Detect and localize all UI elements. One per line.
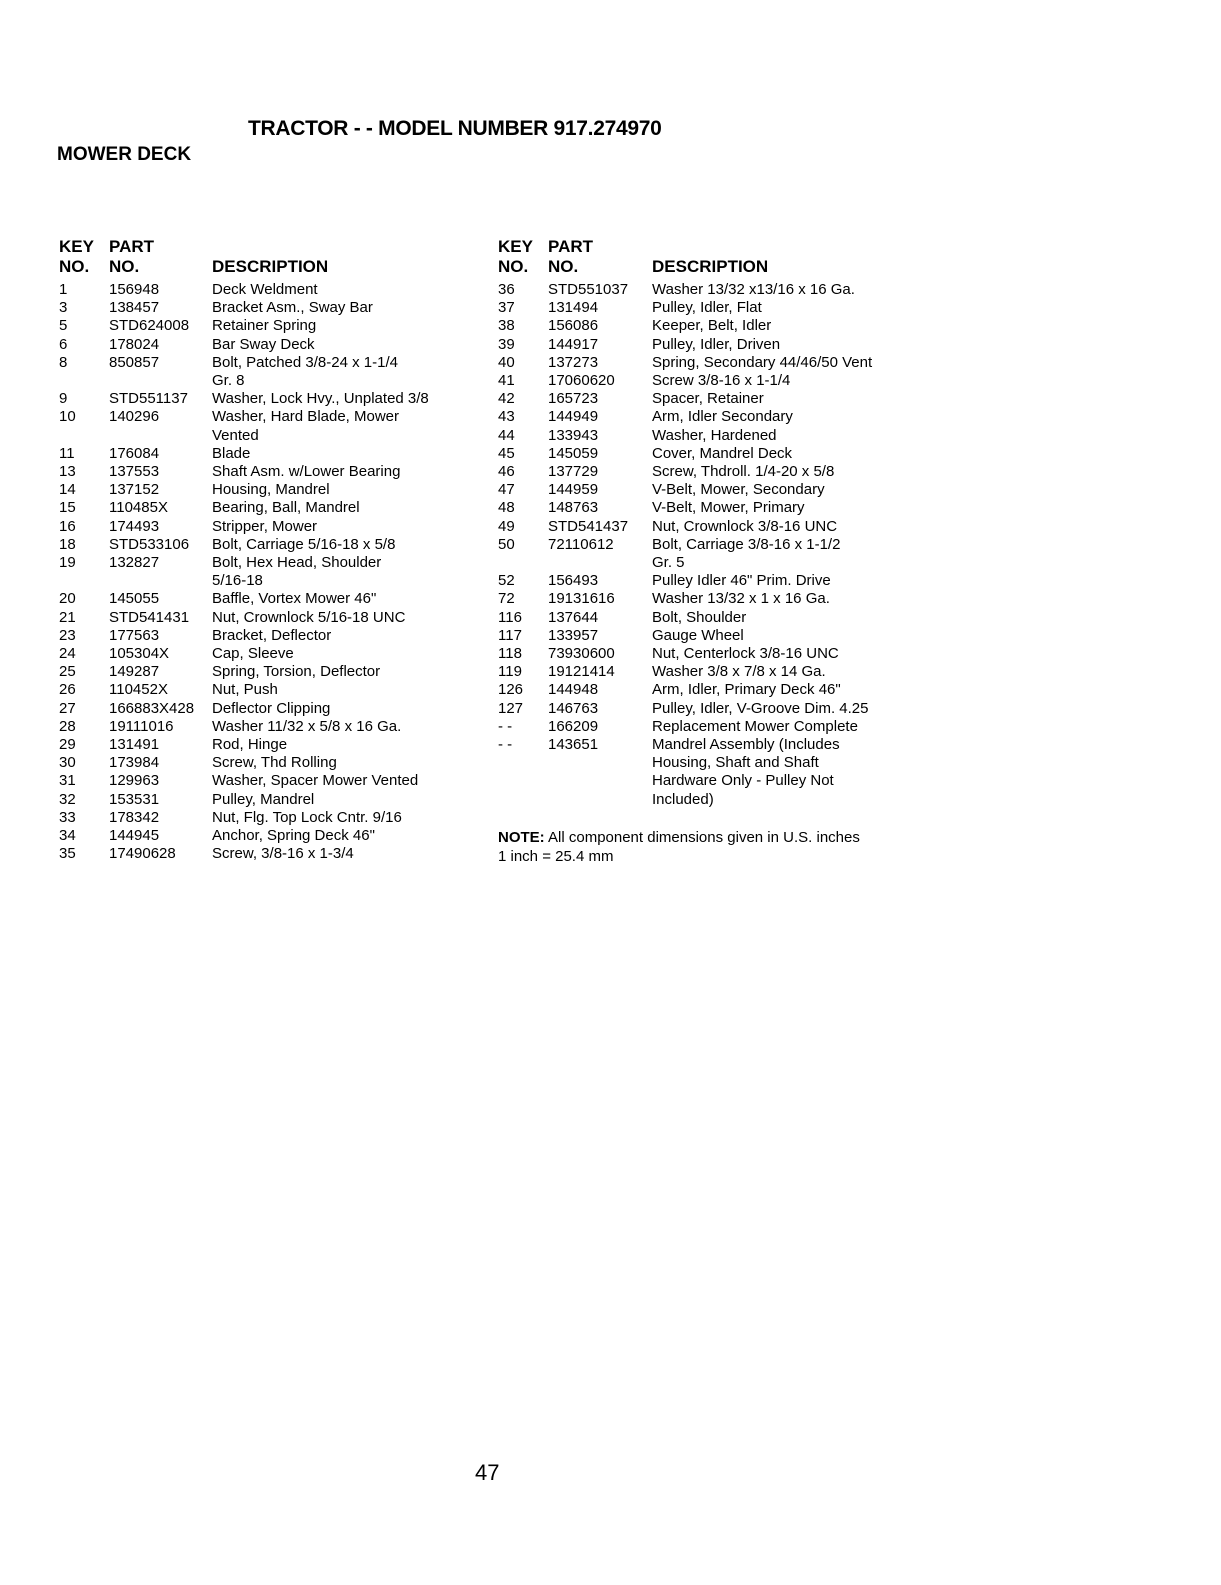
description: Screw, Thdroll. 1/4-20 x 5/8	[652, 463, 835, 481]
part-no: STD551137	[109, 390, 188, 408]
part-no: 153531	[109, 790, 160, 808]
description: Washer, Hard Blade, Mower	[212, 408, 400, 426]
table-row	[498, 481, 872, 499]
part-no: 146763	[548, 699, 599, 717]
table-row	[498, 354, 872, 372]
key-no: 119	[498, 663, 522, 681]
part-no: 173984	[109, 754, 160, 772]
part-no: 140296	[109, 408, 160, 426]
table-row	[498, 408, 872, 426]
key-no	[498, 554, 548, 572]
description-header: DESCRIPTION	[212, 257, 329, 276]
description: Arm, Idler Secondary	[652, 408, 793, 426]
description: Included)	[652, 790, 714, 808]
part-no: 137553	[109, 463, 160, 481]
table-row	[59, 681, 429, 699]
description: Pulley, Mandrel	[212, 790, 315, 808]
description: Nut, Flg. Top Lock Cntr. 9/16	[212, 808, 402, 826]
key-no: 31	[59, 772, 76, 790]
table-row	[498, 518, 872, 536]
key-no: 38	[498, 317, 515, 335]
key-no: 10	[59, 408, 76, 426]
key-no: 49	[498, 517, 515, 535]
table-row	[59, 463, 429, 481]
part-no: 156086	[548, 317, 599, 335]
part-no: 131494	[548, 299, 599, 317]
part-no	[109, 572, 212, 590]
key-no: 3	[59, 299, 68, 317]
description: Screw 3/8-16 x 1-1/4	[652, 372, 791, 390]
description: Bracket Asm., Sway Bar	[212, 299, 373, 317]
table-row	[59, 536, 429, 554]
description: Hardware Only - Pulley Not	[652, 772, 834, 790]
table-row	[59, 390, 429, 408]
key-no: 43	[498, 408, 515, 426]
key-no	[498, 772, 548, 790]
table-row	[498, 536, 872, 554]
key-no: 35	[59, 845, 76, 863]
table-row	[498, 791, 872, 809]
part-no: 144945	[109, 827, 160, 845]
description: Bearing, Ball, Mandrel	[212, 499, 360, 517]
key-no: 29	[59, 736, 76, 754]
table-row	[59, 317, 429, 335]
part-no: 145055	[109, 590, 160, 608]
part-no: 178342	[109, 808, 160, 826]
key-no: - -	[498, 717, 513, 735]
table-row	[498, 281, 872, 299]
description: V-Belt, Mower, Primary	[652, 499, 805, 517]
table-row	[498, 372, 872, 390]
key-no: 33	[59, 808, 76, 826]
part-no	[109, 427, 212, 445]
part-header-bottom: NO.	[109, 257, 140, 276]
table-row	[59, 609, 429, 627]
table-row	[498, 317, 872, 335]
description: Nut, Push	[212, 681, 278, 699]
table-row	[59, 827, 429, 845]
part-no: 144917	[548, 335, 599, 353]
description: Bolt, Carriage 5/16-18 x 5/8	[212, 535, 396, 553]
table-row	[498, 645, 872, 663]
table-row	[59, 645, 429, 663]
table-row	[59, 336, 429, 354]
table-row	[498, 572, 872, 590]
part-no	[548, 554, 652, 572]
table-row	[59, 718, 429, 736]
description: Screw, Thd Rolling	[212, 754, 337, 772]
key-no: 34	[59, 827, 76, 845]
dimension-note	[498, 828, 860, 866]
table-row	[59, 499, 429, 517]
part-no: 137644	[548, 608, 599, 626]
key-header-bottom: NO.	[498, 257, 529, 276]
description: Bolt, Patched 3/8-24 x 1-1/4	[212, 353, 398, 371]
table-row	[59, 627, 429, 645]
description: Spacer, Retainer	[652, 390, 764, 408]
table-row	[59, 845, 429, 863]
key-no: 26	[59, 681, 76, 699]
part-no: 17060620	[548, 372, 615, 390]
description-header: DESCRIPTION	[652, 257, 769, 276]
part-no: 137729	[548, 463, 599, 481]
key-no: 127	[498, 699, 524, 717]
key-no: 36	[498, 281, 515, 298]
table-row	[59, 408, 429, 426]
key-no: - -	[498, 736, 513, 754]
part-no: STD541431	[109, 608, 190, 626]
table-row	[498, 627, 872, 645]
description: Anchor, Spring Deck 46"	[212, 827, 375, 845]
part-no: 131491	[109, 736, 160, 754]
part-no	[109, 372, 212, 390]
description: Blade	[212, 444, 251, 462]
key-no: 9	[59, 390, 68, 408]
part-no: 166209	[548, 717, 599, 735]
description: Bolt, Carriage 3/8-16 x 1-1/2	[652, 535, 841, 553]
key-no: 32	[59, 790, 76, 808]
part-no: 110485X	[109, 499, 168, 517]
key-no: 39	[498, 335, 515, 353]
key-no: 37	[498, 299, 515, 317]
table-row	[498, 499, 872, 517]
description: Cap, Sleeve	[212, 645, 294, 663]
description: Gr. 5	[652, 554, 685, 572]
key-no: 11	[59, 444, 75, 462]
key-no: 50	[498, 535, 515, 553]
key-no: 118	[498, 645, 522, 663]
key-no: 15	[59, 499, 76, 517]
description: Stripper, Mower	[212, 517, 318, 535]
description: Washer 3/8 x 7/8 x 14 Ga.	[652, 663, 826, 681]
description: Vented	[212, 426, 259, 444]
description: Washer, Spacer Mower Vented	[212, 772, 419, 790]
description: Nut, Crownlock 3/8-16 UNC	[652, 517, 838, 535]
table-row	[59, 700, 429, 718]
key-no: 21	[59, 608, 76, 626]
part-no: 145059	[548, 444, 599, 462]
part-no	[548, 754, 652, 772]
description: Nut, Crownlock 5/16-18 UNC	[212, 608, 406, 626]
parts-column-right	[498, 237, 872, 809]
table-row	[59, 809, 429, 827]
description: Gauge Wheel	[652, 626, 744, 644]
key-no: 27	[59, 699, 76, 717]
section-title: MOWER DECK	[57, 144, 192, 165]
table-row	[498, 463, 872, 481]
part-no: 129963	[109, 772, 160, 790]
part-no: STD533106	[109, 535, 190, 553]
part-no: 177563	[109, 626, 160, 644]
key-no: 117	[498, 626, 522, 644]
description: Spring, Torsion, Deflector	[212, 663, 381, 681]
part-header-top: PART	[548, 237, 594, 256]
description: Pulley, Idler, V-Groove Dim. 4.25	[652, 699, 869, 717]
description: Bolt, Shoulder	[652, 608, 747, 626]
key-no: 6	[59, 335, 68, 353]
table-row	[59, 354, 429, 372]
part-no: 72110612	[548, 535, 614, 553]
key-no: 20	[59, 590, 76, 608]
note-label: NOTE:	[498, 829, 545, 846]
table-row	[498, 336, 872, 354]
description: Nut, Centerlock 3/8-16 UNC	[652, 645, 839, 663]
key-header-bottom: NO.	[59, 257, 90, 276]
key-no	[59, 427, 109, 445]
table-row	[498, 754, 872, 772]
table-row	[59, 663, 429, 681]
table-row	[498, 609, 872, 627]
table-row	[59, 791, 429, 809]
description: Screw, 3/8-16 x 1-3/4	[212, 845, 354, 863]
table-row	[59, 427, 429, 445]
part-no: 176084	[109, 444, 160, 462]
part-no: 143651	[548, 736, 599, 754]
key-header-top: KEY	[498, 237, 533, 256]
table-row	[498, 681, 872, 699]
table-row	[498, 427, 872, 445]
parts-column-left	[59, 237, 429, 864]
part-no: 137273	[548, 353, 599, 371]
note-text: All component dimensions given in U.S. inches	[548, 829, 860, 846]
key-no: 72	[498, 590, 515, 608]
description: Pulley, Idler, Flat	[652, 299, 762, 317]
key-no: 48	[498, 499, 515, 517]
key-no: 16	[59, 517, 76, 535]
part-no: 148763	[548, 499, 599, 517]
part-no: 110452X	[109, 681, 168, 699]
key-no: 44	[498, 426, 515, 444]
key-no: 25	[59, 663, 76, 681]
description: Deflector Clipping	[212, 699, 331, 717]
key-no: 52	[498, 572, 515, 590]
key-no: 46	[498, 463, 515, 481]
page-title: TRACTOR - - MODEL NUMBER 917.274970	[248, 117, 662, 140]
description: Washer, Lock Hvy., Unplated 3/8	[212, 390, 429, 408]
key-no	[498, 791, 548, 809]
description: Rod, Hinge	[212, 736, 288, 754]
key-no: 40	[498, 353, 515, 371]
part-no: STD624008	[109, 317, 190, 335]
part-no: 174493	[109, 517, 160, 535]
part-no: 137152	[109, 481, 160, 499]
part-no: 133957	[548, 626, 599, 644]
table-row	[498, 590, 872, 608]
part-no: STD551037	[548, 281, 629, 298]
description: Pulley Idler 46" Prim. Drive	[652, 572, 831, 590]
key-no: 19	[59, 554, 76, 572]
part-no: 73930600	[548, 645, 615, 663]
column-header	[498, 237, 872, 281]
table-row	[498, 772, 872, 790]
description: Bar Sway Deck	[212, 335, 315, 353]
part-no	[548, 791, 652, 809]
description: Bracket, Deflector	[212, 626, 332, 644]
description: Replacement Mower Complete	[652, 717, 858, 735]
description: Washer, Hardened	[652, 426, 777, 444]
part-no: 850857	[109, 353, 160, 371]
description: Keeper, Belt, Idler	[652, 317, 772, 335]
description: V-Belt, Mower, Secondary	[652, 481, 825, 499]
table-row	[498, 390, 872, 408]
column-header	[59, 237, 429, 281]
key-no: 5	[59, 317, 68, 335]
description: Arm, Idler, Primary Deck 46"	[652, 681, 841, 699]
table-row	[59, 554, 429, 572]
table-row	[59, 299, 429, 317]
part-no: 144949	[548, 408, 599, 426]
part-no: 178024	[109, 335, 160, 353]
part-no: 133943	[548, 426, 599, 444]
description: Housing, Mandrel	[212, 481, 330, 499]
key-no: 47	[498, 481, 515, 499]
description: Pulley, Idler, Driven	[652, 335, 781, 353]
part-no: 165723	[548, 390, 599, 408]
part-no: 144948	[548, 681, 599, 699]
key-no: 45	[498, 444, 515, 462]
page-number: 47	[475, 1460, 500, 1485]
part-no: 19111016	[109, 717, 174, 735]
description: Washer 13/32 x13/16 x 16 Ga.	[652, 281, 855, 298]
table-row	[498, 718, 872, 736]
key-no	[59, 572, 109, 590]
description: Washer 11/32 x 5/8 x 16 Ga.	[212, 717, 402, 735]
description: Washer 13/32 x 1 x 16 Ga.	[652, 590, 830, 608]
key-no: 13	[59, 463, 76, 481]
description: Cover, Mandrel Deck	[652, 444, 793, 462]
table-row	[59, 590, 429, 608]
table-row	[59, 572, 429, 590]
part-no: 17490628	[109, 845, 176, 863]
key-no: 30	[59, 754, 76, 772]
key-no	[59, 372, 109, 390]
part-no: 149287	[109, 663, 160, 681]
table-row	[498, 663, 872, 681]
description: Shaft Asm. w/Lower Bearing	[212, 463, 401, 481]
part-no: STD541437	[548, 517, 629, 535]
description: Retainer Spring	[212, 317, 317, 335]
key-no: 126	[498, 681, 524, 699]
table-row	[498, 736, 872, 754]
part-no: 132827	[109, 554, 160, 572]
description: 5/16-18	[212, 572, 263, 590]
description: Baffle, Vortex Mower 46"	[212, 590, 377, 608]
table-row	[498, 299, 872, 317]
part-no	[548, 772, 652, 790]
key-no: 24	[59, 645, 76, 663]
key-no: 14	[59, 481, 76, 499]
part-no: 19131616	[548, 590, 615, 608]
key-no: 23	[59, 626, 76, 644]
key-no: 116	[498, 608, 522, 626]
key-no: 42	[498, 390, 515, 408]
description: Gr. 8	[212, 372, 245, 390]
description: Deck Weldment	[212, 281, 318, 298]
key-no: 8	[59, 353, 68, 371]
table-row	[59, 754, 429, 772]
table-row	[59, 445, 429, 463]
part-no: 156493	[548, 572, 599, 590]
table-row	[498, 445, 872, 463]
part-header-bottom: NO.	[548, 257, 579, 276]
key-no: 18	[59, 535, 76, 553]
table-row	[59, 372, 429, 390]
part-no: 105304X	[109, 645, 170, 663]
description: Spring, Secondary 44/46/50 Vent	[652, 353, 873, 371]
table-row	[59, 518, 429, 536]
key-no: 28	[59, 717, 76, 735]
part-no: 144959	[548, 481, 599, 499]
key-no	[498, 754, 548, 772]
table-row	[498, 554, 872, 572]
part-no: 138457	[109, 299, 160, 317]
part-no: 166883X428	[109, 699, 195, 717]
table-row	[59, 772, 429, 790]
description: Mandrel Assembly (Includes	[652, 736, 840, 754]
table-row	[498, 700, 872, 718]
parts-list-right	[498, 281, 872, 809]
table-row	[59, 481, 429, 499]
note-conversion: 1 inch = 25.4 mm	[498, 848, 614, 865]
parts-list-left	[59, 281, 429, 864]
description: Bolt, Hex Head, Shoulder	[212, 554, 382, 572]
part-no: 156948	[109, 281, 160, 298]
description: Housing, Shaft and Shaft	[652, 754, 819, 772]
part-header-top: PART	[109, 237, 155, 256]
part-no: 19121414	[548, 663, 615, 681]
key-header-top: KEY	[59, 237, 94, 256]
table-row	[59, 736, 429, 754]
key-no: 1	[59, 281, 68, 298]
table-row	[59, 281, 429, 299]
key-no: 41	[498, 372, 515, 390]
